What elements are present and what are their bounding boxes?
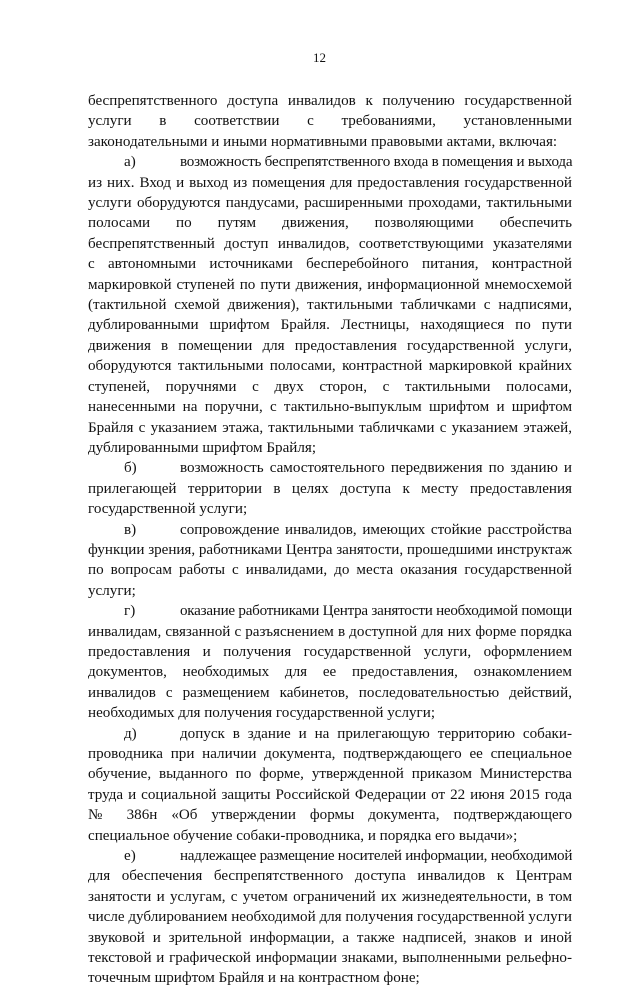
list-marker: д) xyxy=(124,725,137,742)
text-line xyxy=(88,805,572,825)
line-text: дублированными шрифтом Брайля; xyxy=(88,439,317,456)
line-text: полосами по путям движения, позволяющими обеспечить xyxy=(88,215,572,232)
text-line xyxy=(88,234,572,254)
text-line xyxy=(88,479,572,499)
line-text: для обеспечения беспрепятственного доступа инвалидов к Центрам xyxy=(88,868,572,885)
line-text: (тактильной схемой движения), тактильными табличками с надписями, xyxy=(88,297,572,314)
line-text: необходимых для получения государственной услуги; xyxy=(88,705,436,722)
line-text: точечным шрифтом Брайля и на контрастном фоне; xyxy=(88,970,420,987)
line-text: текстовой и графической информации знаками, выполненными рельефно- xyxy=(88,950,572,967)
text-line xyxy=(88,418,572,438)
text-line xyxy=(88,724,572,744)
line-text: допуск в здание и на прилегающую территорию собаки- xyxy=(180,725,572,742)
line-text: занятости и услугам, с учетом ограничений их жизнедеятельности, в том xyxy=(88,888,572,905)
text-line xyxy=(88,764,572,784)
document-body xyxy=(88,91,572,989)
text-line xyxy=(88,907,572,927)
text-line xyxy=(88,928,572,948)
text-line xyxy=(88,499,572,519)
list-marker: г) xyxy=(124,603,136,620)
line-text: числе дублированием необходимой для получения государственной услуги xyxy=(88,909,572,926)
list-marker: е) xyxy=(124,848,136,865)
text-line xyxy=(88,601,572,621)
text-line xyxy=(88,397,572,417)
list-marker: в) xyxy=(124,521,137,538)
line-text: сопровождение инвалидов, имеющих стойкие расстройства xyxy=(180,521,572,538)
text-line xyxy=(88,622,572,642)
line-text: возможность самостоятельного передвижения по зданию и xyxy=(180,460,572,477)
line-text: возможность беспрепятственного входа в помещения и выхода xyxy=(180,154,573,171)
text-line xyxy=(88,152,572,172)
line-text: беспрепятственного доступа инвалидов к получению государственной xyxy=(88,93,572,109)
line-text: № 386н «Об утверждении формы документа, подтверждающего xyxy=(88,807,572,824)
text-line xyxy=(88,968,572,988)
list-marker: б) xyxy=(124,460,137,477)
line-text: движения в помещении для предоставления государственной услуги, xyxy=(88,337,572,354)
text-line xyxy=(88,132,572,152)
line-text: функции зрения, работниками Центра занятости, прошедшими инструктаж xyxy=(88,541,572,558)
text-line xyxy=(88,213,572,233)
text-line xyxy=(88,846,572,866)
line-text: оборудуются тактильными полосами, контрастной маркировкой крайних xyxy=(88,358,572,375)
text-line xyxy=(88,377,572,397)
line-text: услуги; xyxy=(88,582,136,599)
page-number: 12 xyxy=(313,50,326,65)
line-text: беспрепятственный доступ инвалидов, соответствующими указателями xyxy=(88,235,572,252)
line-text: документов, необходимых для ее предоставления, ознакомлением xyxy=(88,664,572,681)
line-text: звуковой и зрительной информации, а также надписей, знаков и иной xyxy=(88,929,572,946)
text-line xyxy=(88,356,572,376)
line-text: инвалидам, связанной с разъяснением в доступной для них форме порядка xyxy=(88,623,572,640)
text-line xyxy=(88,642,572,662)
line-text: инвалидов с размещением кабинетов, последовательностью действий, xyxy=(88,684,572,701)
line-text: маркировкой ступеней по пути движения, информационной мнемосхемой xyxy=(88,276,572,293)
line-text: труда и социальной защиты Российской Федерации от 22 июня 2015 года xyxy=(88,786,572,803)
line-text: государственной услуги; xyxy=(88,501,248,518)
text-line xyxy=(88,254,572,274)
text-line xyxy=(88,91,572,111)
list-marker: а) xyxy=(124,154,136,171)
line-text: ступеней, поручнями с двух сторон, с тактильными полосами, xyxy=(88,378,572,395)
text-line xyxy=(88,744,572,764)
text-line xyxy=(88,785,572,805)
text-line xyxy=(88,683,572,703)
line-text: дублированными шрифтом Брайля. Лестницы, находящиеся по пути xyxy=(88,317,572,334)
line-text: прилегающей территории в целях доступа к месту предоставления xyxy=(88,480,572,497)
text-line xyxy=(88,703,572,723)
text-line xyxy=(88,520,572,540)
text-line xyxy=(88,948,572,968)
line-text: услуги в соответствии с требованиями, установленными xyxy=(88,113,572,130)
text-line xyxy=(88,438,572,458)
line-text: специальное обучение собаки-проводника, и порядка его выдачи»; xyxy=(88,827,518,844)
line-text: надлежащее размещение носителей информации, необходимой xyxy=(180,848,573,865)
line-text: проводника при наличии документа, подтверждающего ее специальное xyxy=(88,746,572,762)
line-text: с автономными источниками бесперебойного питания, контрастной xyxy=(88,256,572,273)
text-line xyxy=(88,581,572,601)
text-line xyxy=(88,111,572,131)
line-text: из них. Вход и выход из помещения для предоставления государственной xyxy=(88,174,572,191)
line-text: по вопросам работы с инвалидами, до места оказания государственной xyxy=(88,562,572,579)
text-line xyxy=(88,336,572,356)
text-line xyxy=(88,887,572,907)
line-text: законодательными и иными нормативными правовыми актами, включая: xyxy=(88,133,558,150)
text-line xyxy=(88,193,572,213)
text-line xyxy=(88,560,572,580)
line-text: услуги оборудуются пандусами, расширенными проходами, тактильными xyxy=(88,195,572,212)
text-line xyxy=(88,275,572,295)
text-line xyxy=(88,315,572,335)
line-text: нанесенными на поручни, с тактильно-выпуклым шрифтом и шрифтом xyxy=(88,399,572,416)
text-line xyxy=(88,458,572,478)
text-line xyxy=(88,662,572,682)
text-line xyxy=(88,866,572,886)
line-text: оказание работниками Центра занятости необходимой помощи xyxy=(180,603,572,620)
text-line xyxy=(88,826,572,846)
line-text: предоставления и получения государственной услуги, оформлением xyxy=(88,643,572,660)
line-text: Брайля с указанием этажа, тактильными табличками с указанием этажей, xyxy=(88,419,572,436)
text-line xyxy=(88,295,572,315)
text-line xyxy=(88,540,572,560)
line-text: обучение, выданного по форме, утвержденной приказом Министерства xyxy=(88,766,572,783)
text-line xyxy=(88,173,572,193)
